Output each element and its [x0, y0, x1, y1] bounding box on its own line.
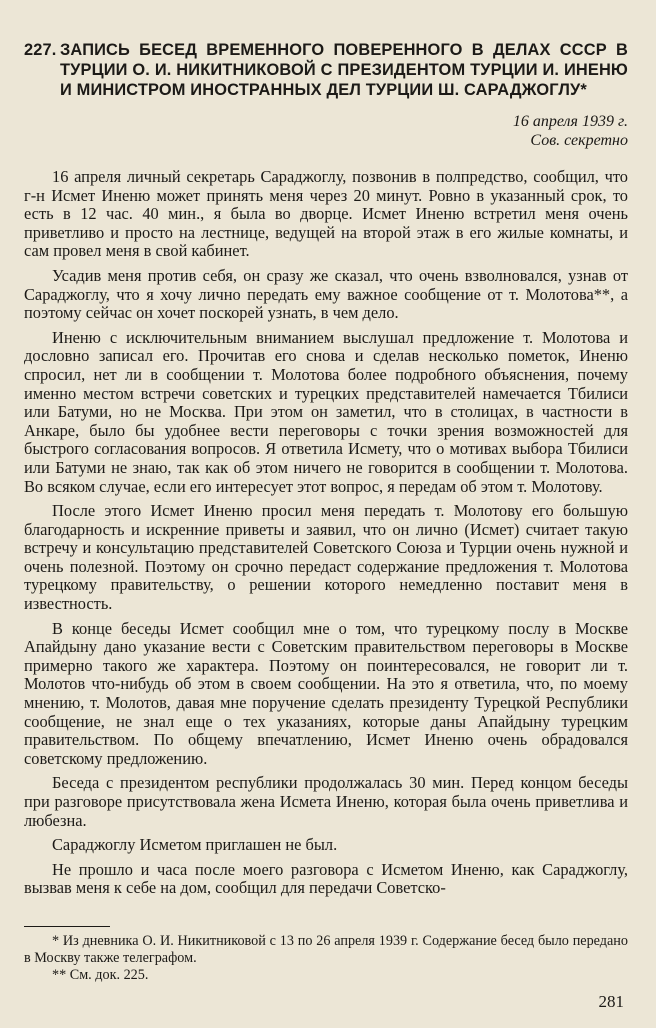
paragraph: Иненю с исключительным вниманием выслушал предложение т. Молотова и дословно записал его. Прочитав его снова и сделав несколько пометок, Иненю спросил, нет ли в сообщении т. Молотова более подробного объяснения, почему именно местом встречи советских и турецких представителей намечается Тбилиси или Батуми, но не Москва. При этом он заметил, что в столицах, в частности в Анкаре, было бы удобнее вести переговоры с точки зрения возможностей для быстрого согласования вопросов. Я ответила Исмету, что о мотивах выбора Тбилиси или Батуми не знаю, так как об этом ничего не говорится в сообщении т. Молотова. Во всяком случае, если его интересует этот вопрос, я передам об этом т. Молотову.	[24, 327, 628, 496]
paragraph: Не прошло и часа после моего разговора с Исметом Иненю, как Сараджоглу, вызвав меня к себе на дом, сообщил для передачи Советско-	[24, 859, 628, 898]
footnotes	[24, 933, 628, 984]
footnote: ** См. док. 225.	[52, 967, 149, 983]
paragraph: После этого Исмет Иненю просил меня передать т. Молотову его большую благодарность и искренние приветы и заявил, что он лично (Исмет) считает такую встречу и консультацию представителей Советского Союза и Турции очень нужной и очень полезной. Поэтому он срочно передаст содержание предложения т. Молотова турецкому правительству, о решении которого немедленно поставит меня в известность.	[24, 501, 628, 614]
paragraph: Сараджоглу Исметом приглашен не был.	[52, 835, 338, 855]
document-page	[24, 40, 628, 1020]
paragraph: Усадив меня против себя, он сразу же сказал, что очень взволновался, узнав от Сараджоглу, что я хочу лично передать ему важное сообщение от т. Молотова**, а поэтому сейчас он хочет поскорей узнать, в чем дело.	[24, 265, 628, 323]
footnote-divider	[24, 926, 110, 927]
document-number: 227.	[24, 41, 57, 59]
page-number: 281	[598, 992, 624, 1011]
document-title: ЗАПИСЬ БЕСЕД ВРЕМЕННОГО ПОВЕРЕННОГО В ДЕЛАХ СССР В ТУРЦИИ О. И. НИКИТНИКОВОЙ С ПРЕЗИДЕНТОМ ТУРЦИИ И. ИНЕНЮ И МИНИСТРОМ ИНОСТРАННЫХ ДЕЛ ТУРЦИИ Ш. САРАДЖОГЛУ*	[60, 41, 628, 99]
document-meta	[24, 112, 628, 150]
document-body	[24, 168, 628, 898]
document-date: 16 апреля 1939 г.	[512, 113, 628, 130]
paragraph: Беседа с президентом республики продолжалась 30 мин. Перед концом беседы при разговоре присутствовала жена Исмета Иненю, которая была очень приветлива и любезна.	[24, 773, 628, 830]
classification-mark: Сов. секретно	[530, 132, 628, 149]
document-heading	[24, 40, 628, 100]
footnote: * Из дневника О. И. Никитниковой с 13 по 26 апреля 1939 г. Содержание бесед было передано в Москву также телеграфом.	[24, 933, 628, 966]
paragraph: 16 апреля личный секретарь Сараджоглу, позвонив в полпредство, сообщил, что г-н Исмет Иненю может принять меня через 20 минут. Ровно в указанный срок, то есть в 12 час. 40 мин., я была во дворце. Исмет Иненю встретил меня очень приветливо и просто на лестнице, ведущей на второй этаж в его жилые комнаты, и сам провел меня в свой кабинет.	[24, 167, 628, 261]
paragraph: В конце беседы Исмет сообщил мне о том, что турецкому послу в Москве Апайдыну дано указание вести с Советским правительством переговоры в Москве примерно такого же характера. Поэтому он поинтересовался, не говорит ли т. Молотов что-нибудь об этом в своем сообщении. На это я ответила, что, по моему мнению, т. Молотов, давая мне поручение сделать президенту Турецкой Республики сообщение, не знал еще о тех указаниях, которые даны Апайдыну турецким правительством. По общему впечатлению, Исмет Иненю очень обрадовался советскому предложению.	[24, 618, 628, 768]
